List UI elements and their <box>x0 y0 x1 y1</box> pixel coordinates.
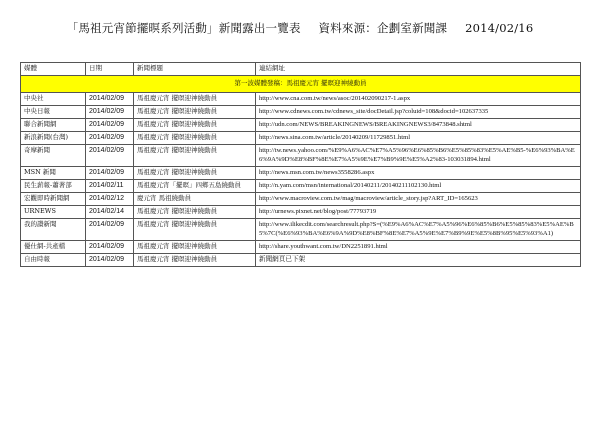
date-cell: 2014/02/09 <box>86 218 134 240</box>
news-exposure-table <box>20 62 581 267</box>
news-title-cell: 馬祖慶元宵 擺暝迎神繞動員 <box>134 145 256 167</box>
column-header-url: 連結網址 <box>256 63 581 76</box>
news-title-cell: 馬祖慶元宵 擺暝迎神繞動員 <box>134 106 256 119</box>
media-cell: 優仕網-共產檔 <box>21 240 86 253</box>
media-cell: 民生薪報-蕭著部 <box>21 179 86 192</box>
date-cell: 2014/02/09 <box>86 106 134 119</box>
news-title-cell: 馬祖慶元宵 擺暝迎神繞動員 <box>134 240 256 253</box>
section-title: 第一波媒體發稿：馬祖慶元宵 擺暝迎神繞動員 <box>21 76 581 93</box>
url-cell[interactable]: http://www.macroview.com.tw/mag/macroview/article_story.jsp?ART_ID=165623 <box>256 192 581 205</box>
column-header-date: 日期 <box>86 63 134 76</box>
news-title-cell: 馬祖慶元宵 擺暝迎神繞動員 <box>134 205 256 218</box>
document-title <box>0 20 600 36</box>
news-title-cell: 馬祖慶元宵 擺暝迎神繞動員 <box>134 132 256 145</box>
news-title-cell: 馬祖慶元宵 擺暝迎神繞動員 <box>134 166 256 179</box>
date-cell: 2014/02/09 <box>86 132 134 145</box>
date-cell: 2014/02/14 <box>86 205 134 218</box>
table-header-row <box>21 63 581 76</box>
media-cell: 自由時報 <box>21 253 86 266</box>
table-row <box>21 93 581 106</box>
media-cell: MSN 新聞 <box>21 166 86 179</box>
news-title-cell: 馬祖慶元宵 擺暝迎神繞動員 <box>134 218 256 240</box>
url-cell[interactable]: http://www.cna.com.tw/news/asoc/201402090217-1.aspx <box>256 93 581 106</box>
media-cell: 奇摩新聞 <box>21 145 86 167</box>
url-cell[interactable]: http://share.youthwant.com.tw/DN2251891.html <box>256 240 581 253</box>
date-cell: 2014/02/09 <box>86 145 134 167</box>
news-title-cell: 慶元宵 馬祖繞動員 <box>134 192 256 205</box>
media-cell: 中央社 <box>21 93 86 106</box>
url-cell[interactable]: http://n.yam.com/msn/international/20140211/20140211102130.html <box>256 179 581 192</box>
news-title-cell: 馬祖慶元宵 擺暝迎神繞動員 <box>134 119 256 132</box>
date-cell: 2014/02/12 <box>86 192 134 205</box>
date-cell: 2014/02/11 <box>86 179 134 192</box>
url-cell[interactable]: http://urnews.pixnet.net/blog/post/77793719 <box>256 205 581 218</box>
table-row <box>21 205 581 218</box>
media-cell: 我的讚新聞 <box>21 218 86 240</box>
news-title-cell: 馬祖慶元宵 擺暝迎神繞動員 <box>134 253 256 266</box>
source-text: 資料來源：企劃室新聞課 <box>318 21 448 35</box>
table-row <box>21 253 581 266</box>
section-banner-row <box>21 76 581 93</box>
url-cell[interactable]: 新聞網頁已下架 <box>256 253 581 266</box>
news-title-cell: 馬祖慶元宵 擺暝迎神繞動員 <box>134 93 256 106</box>
date-cell: 2014/02/09 <box>86 93 134 106</box>
table-row <box>21 179 581 192</box>
date-cell: 2014/02/09 <box>86 240 134 253</box>
url-cell[interactable]: http://www.cdnews.com.tw/cdnews_site/docDetail.jsp?coluid=108&docid=102637335 <box>256 106 581 119</box>
media-cell: 聯合新聞網 <box>21 119 86 132</box>
date-cell: 2014/02/09 <box>86 119 134 132</box>
table-row <box>21 218 581 240</box>
media-cell: URNEWS <box>21 205 86 218</box>
table-row <box>21 106 581 119</box>
table-row <box>21 145 581 167</box>
url-cell[interactable]: http://tw.news.yahoo.com/%E9%A6%AC%E7%A5%96%E6%85%B6%E5%85%83%E5%AE%B5-%E6%93%BA%E6%9A%9D%E8%BF%8E%E7%A5%9E%E7%B9%9E%E5%A2%83-103031894.html <box>256 145 581 167</box>
url-cell[interactable]: http://www.ilikecdit.com/searchresult.php?S=(%E9%A6%AC%E7%A5%96%E6%85%B6%E5%85%83%E5%AE%B5%7C(%E6%93%BA%E6%9A%9D%E8%BF%8E%E7%A5%9E%E7%B9%9E%E5%8B%95%E5%93%A1) <box>256 218 581 240</box>
table-row <box>21 166 581 179</box>
url-cell[interactable]: http://news.sina.com.tw/article/20140209/11729851.html <box>256 132 581 145</box>
news-title-cell: 馬祖慶元宵「擺暝」四鄉五島繞動員 <box>134 179 256 192</box>
column-header-title: 新聞標題 <box>134 63 256 76</box>
table-row <box>21 132 581 145</box>
media-cell: 宏觀即時新聞網 <box>21 192 86 205</box>
date-cell: 2014/02/09 <box>86 166 134 179</box>
url-cell[interactable]: http://news.msn.com.tw/news3558286.aspx <box>256 166 581 179</box>
title-text: 「馬祖元宵節擺暝系列活動」新聞露出一覽表 <box>66 21 301 35</box>
date-cell: 2014/02/09 <box>86 253 134 266</box>
date-text: 2014/02/16 <box>465 21 534 35</box>
column-header-media: 媒體 <box>21 63 86 76</box>
table-row <box>21 240 581 253</box>
media-cell: 中央日報 <box>21 106 86 119</box>
url-cell[interactable]: http://udn.com/NEWS/BREAKINGNEWS/BREAKINGNEWS3/8473848.shtml <box>256 119 581 132</box>
table-row <box>21 119 581 132</box>
table-row <box>21 192 581 205</box>
media-cell: 新浪新聞(台灣) <box>21 132 86 145</box>
